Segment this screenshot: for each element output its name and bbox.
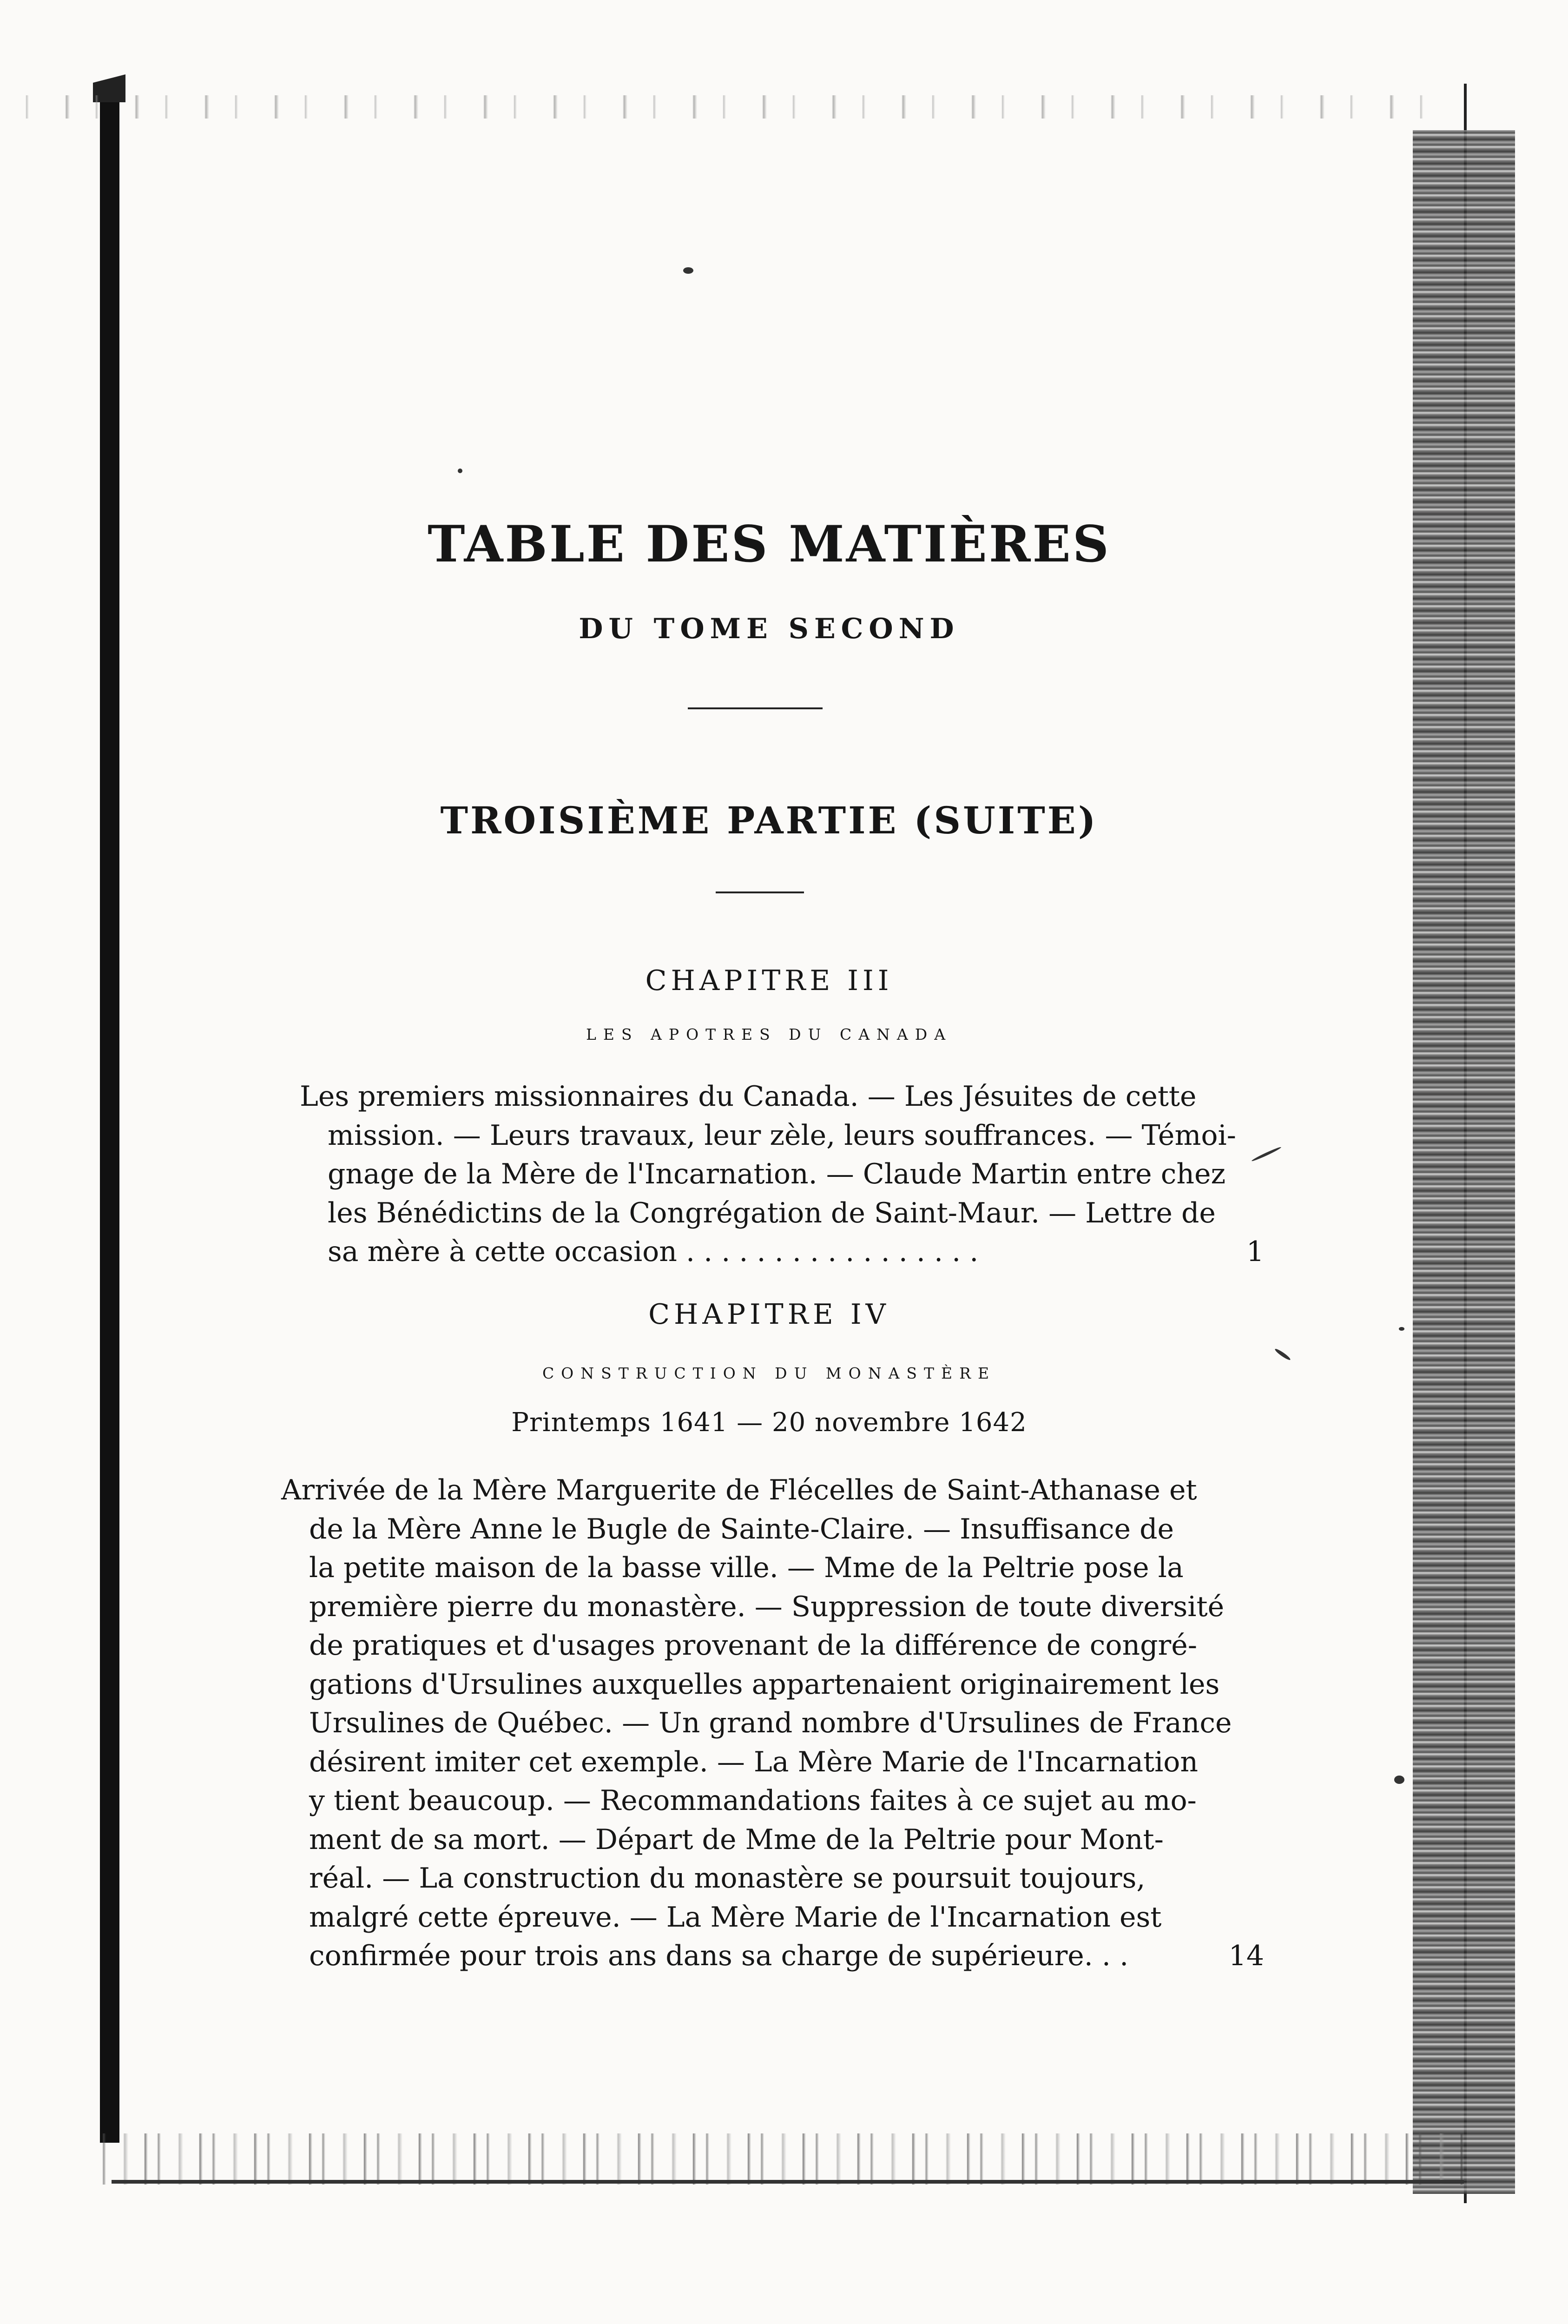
ink-speck [1394, 1776, 1404, 1784]
title-rule [688, 707, 823, 709]
scan-right-edge-noise [1413, 130, 1515, 2194]
scan-bottom-rule [112, 2180, 1464, 2184]
summary-line: de la Mère Anne le Bugle de Sainte-Claire. — Insuffisance de [309, 1512, 1174, 1545]
summary-line: Ursulines de Québec. — Un grand nombre d'Ursulines de France [309, 1707, 1232, 1739]
scan-binding-shadow [100, 88, 119, 2143]
summary-line: de pratiques et d'usages provenant de la différence de congré- [309, 1629, 1198, 1662]
chapter-heading: CHAPITRE III [645, 964, 893, 997]
ink-speck [683, 267, 693, 274]
part-title: TROISIÈME PARTIE (SUITE) [440, 799, 1098, 842]
ink-speck [458, 469, 462, 473]
summary-line: gations d'Ursulines auxquelles appartenaient originairement les [309, 1668, 1220, 1701]
page-subtitle: DU TOME SECOND [579, 613, 960, 645]
summary-line: Arrivée de la Mère Marguerite de Flécelles de Saint-Athanase et [281, 1474, 1197, 1506]
part-rule [716, 891, 804, 893]
chapter-name: CONSTRUCTION DU MONASTÈRE [542, 1364, 996, 1382]
summary-line: sa mère à cette occasion . . . . . . . . . . . . . . . . . [328, 1235, 979, 1268]
chapter-name: LES APOTRES DU CANADA [586, 1025, 953, 1043]
page-number: 1 [1246, 1235, 1264, 1268]
summary-line: les Bénédictins de la Congrégation de Saint-Maur. — Lettre de [328, 1196, 1216, 1229]
scan-top-noise [0, 95, 1441, 119]
summary-line: désirent imiter cet exemple. — La Mère Marie de l'Incarnation [309, 1745, 1199, 1778]
summary-line: gnage de la Mère de l'Incarnation. — Claude Martin entre chez [328, 1158, 1226, 1190]
summary-line: malgré cette épreuve. — La Mère Marie de l'Incarnation est [309, 1901, 1162, 1934]
summary-line: Les premiers missionnaires du Canada. — Les Jésuites de cette [300, 1080, 1197, 1113]
chapter-summary [300, 1077, 1264, 1272]
summary-line: y tient beaucoup. — Recommandations faites à ce sujet au mo- [309, 1784, 1197, 1817]
summary-last-line [281, 1937, 1264, 1976]
ink-speck [1274, 1347, 1291, 1361]
summary-line: confirmée pour trois ans dans sa charge de supérieure. . . [309, 1940, 1129, 1972]
chapter-summary [281, 1471, 1264, 1976]
summary-line: première pierre du monastère. — Suppression de toute diversité [309, 1590, 1225, 1623]
chapter-dates: Printemps 1641 — 20 novembre 1642 [511, 1407, 1027, 1438]
page-number: 14 [1228, 1940, 1264, 1972]
summary-line: mission. — Leurs travaux, leur zèle, leurs souffrances. — Témoi- [328, 1119, 1236, 1152]
summary-line: ment de sa mort. — Départ de Mme de la Peltrie pour Mont- [309, 1823, 1164, 1856]
scan-bottom-noise [93, 2133, 1464, 2185]
summary-last-line [300, 1233, 1264, 1272]
page-title: TABLE DES MATIÈRES [428, 515, 1111, 574]
summary-line: la petite maison de la basse ville. — Mme de la Peltrie pose la [309, 1552, 1184, 1584]
chapter-heading: CHAPITRE IV [648, 1298, 890, 1331]
summary-line: réal. — La construction du monastère se poursuit toujours, [309, 1862, 1146, 1895]
